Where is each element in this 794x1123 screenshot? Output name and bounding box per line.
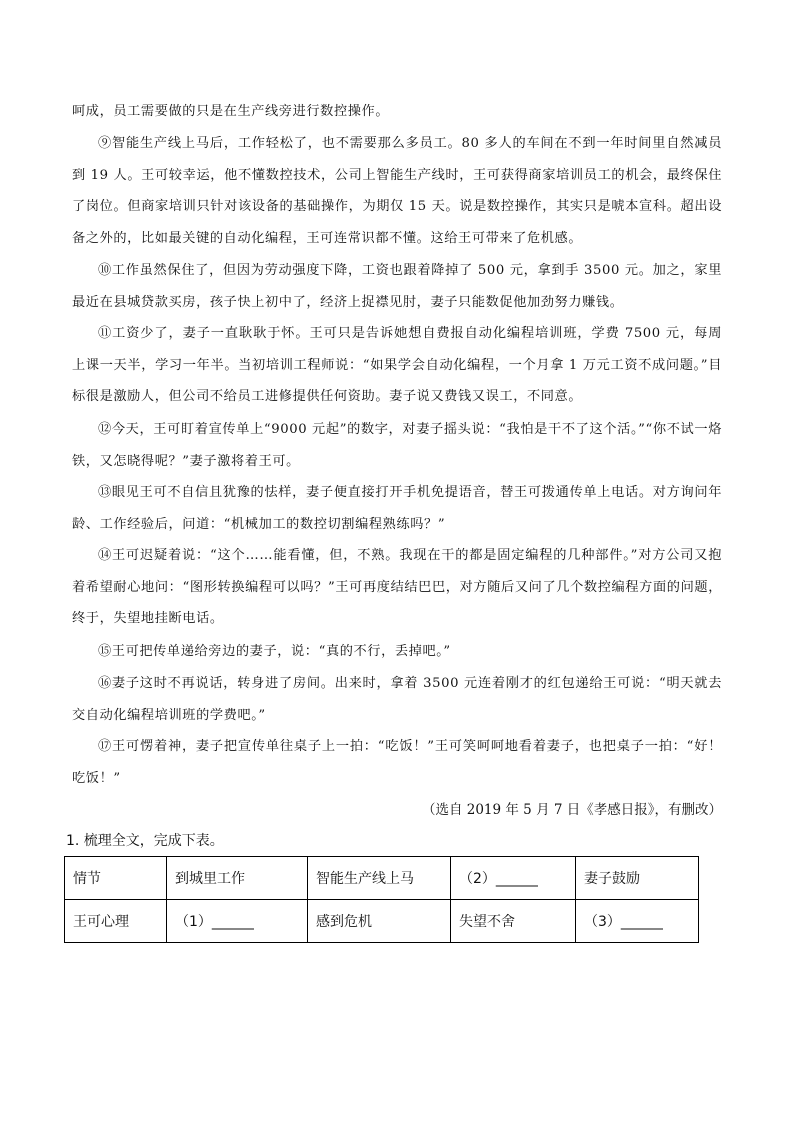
table-cell: 感到危机 [308,900,451,943]
paragraph-16: ⑯妻子这时不再说话，转身进了房间。出来时，拿着 3500 元连着刚才的红包递给王可说：“明天就去交自动化编程培训班的学费吧。” [72,676,722,723]
paragraph-17: ⑰王可愣着神，妻子把宣传单往桌子上一拍：“吃饭！”王可笑呵呵地看着妻子，也把桌子一拍：“好！吃饭！” [72,739,722,786]
paragraph-11: ⑪工资少了，妻子一直耿耿于怀。王可只是告诉她想自费报自动化编程培训班，学费 7500 元，每周上课一天半，学习一年半。当初培训工程师说：“如果学会自动化编程，一个月拿 1 万元工资不成问题。”目标很是激励人，但公司不给员工进修提供任何资助。妻子说又费钱又误工，不同意。 [72,326,722,405]
table-cell: 王可心理 [65,900,167,943]
table-row-plot [65,857,699,900]
answer-blank-1[interactable]: （1）______ [167,900,308,943]
paragraph-13: ⑬眼见王可不自信且犹豫的怯样，妻子便直接打开手机免提语音，替王可拨通传单上电话。对方询问年龄、工作经验后，问道：“机械加工的数控切割编程熟练吗？” [72,485,722,532]
table-row-mood [65,900,699,943]
paragraph-10: ⑩工作虽然保住了，但因为劳动强度下降，工资也跟着降掉了 500 元，拿到手 3500 元。加之，家里最近在县城贷款买房，孩子快上初中了，经济上捉襟见肘，妻子只能数促他加劲努力赚钱。 [72,263,722,310]
paragraph-8-end: 呵成，员工需要做的只是在生产线旁进行数控操作。 [72,104,390,119]
source-citation: （选自 2019 年 5 月 7 日《孝感日报》，有删改） [421,802,722,818]
question-title: 1. 梳理全文，完成下表。 [66,833,224,849]
plot-mood-table [64,856,699,943]
answer-blank-3[interactable]: （3）______ [576,900,699,943]
table-cell: 到城里工作 [167,857,308,900]
paragraph-9: ⑨智能生产线上马后，工作轻松了，也不需要那么多员工。80 多人的车间在不到一年时间里自然减员到 19 人。王可较幸运，他不懂数控技术，公司上智能生产线时，王可获得商家培训员工的机会，最终保住了岗位。但商家培训只针对该设备的基础操作，为期仅 15 天。说是数控操作，其实只是唬本宣科。超出设备之外的，比如最关键的自动化编程，王可连常识都不懂。这给王可带来了危机感。 [72,136,722,246]
table-cell: 情节 [65,857,167,900]
paragraph-12: ⑫今天，王可盯着宣传单上“9000 元起”的数字，对妻子摇头说：“我怕是干不了这个活。”“你不试一烙铁，又怎晓得呢？”妻子激将着王可。 [72,422,722,469]
table-cell: 智能生产线上马 [308,857,451,900]
table-cell: 失望不舍 [451,900,576,943]
answer-blank-2[interactable]: （2）______ [451,857,576,900]
paragraph-14: ⑭王可迟疑着说：“这个……能看懂，但，不熟。我现在干的都是固定编程的几种部件。”对方公司又抱着希望耐心地问：“图形转换编程可以吗？”王可再度结结巴巴，对方随后又问了几个数控编程方面的问题，终于，失望地挂断电话。 [72,548,722,627]
paragraph-15: ⑮王可把传单递给旁边的妻子，说：“真的不行，丢掉吧。” [98,644,451,659]
table-cell: 妻子鼓励 [576,857,699,900]
